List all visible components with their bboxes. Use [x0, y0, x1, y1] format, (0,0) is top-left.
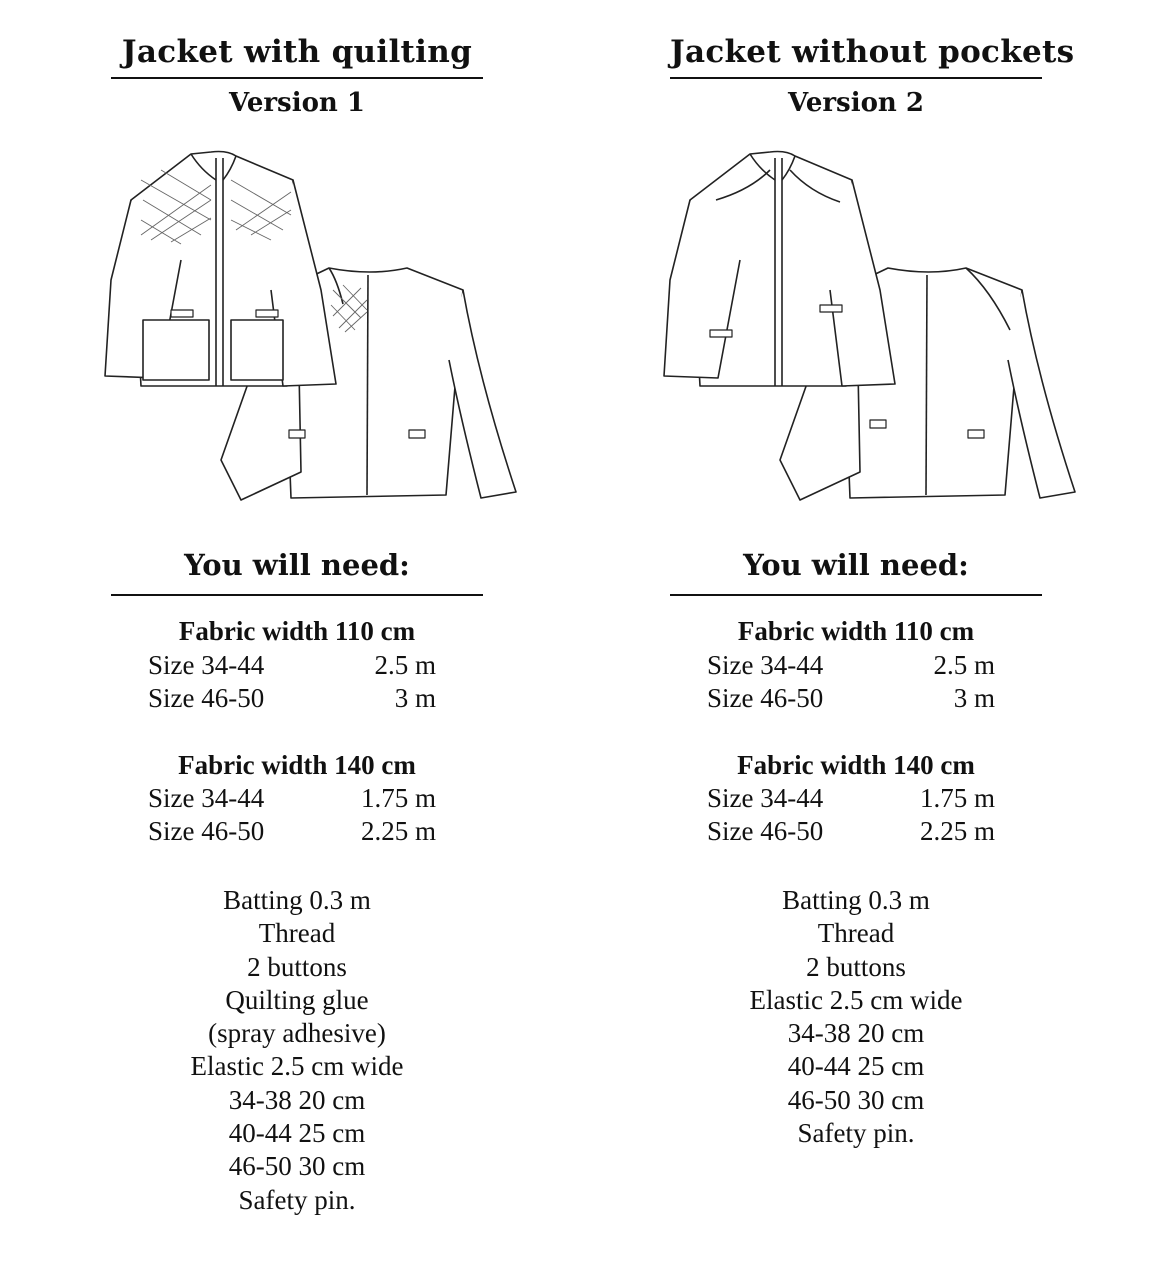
size-label: Size 46-50	[707, 816, 824, 846]
material-item: (spray adhesive)	[208, 1018, 386, 1049]
size-label: Size 34-44	[148, 650, 265, 680]
size-amount: 2.25 m	[919, 816, 995, 846]
right-fabric-width-110: Fabric width 110 cm	[737, 616, 975, 646]
left-size-row	[148, 783, 436, 816]
material-item: 34-38 20 cm	[787, 1018, 925, 1049]
size-amount: 2.5 m	[374, 650, 436, 680]
left-size-row	[148, 650, 436, 683]
material-item: Batting 0.3 m	[223, 885, 371, 915]
right-title-rule	[670, 77, 1042, 79]
left-fabric-width-110: Fabric width 110 cm	[178, 616, 416, 646]
left-title: Jacket with quilting	[121, 34, 473, 70]
size-label: Size 46-50	[707, 683, 824, 713]
left-size-row	[148, 683, 436, 716]
size-label: Size 46-50	[148, 816, 265, 846]
jacket-front-view	[664, 152, 895, 387]
size-amount: 3 m	[394, 683, 436, 713]
material-item: Thread	[817, 918, 895, 949]
material-item: Thread	[258, 918, 336, 949]
right-need-heading: You will need:	[743, 548, 969, 582]
quilted-jacket-sketch	[71, 140, 521, 510]
right-size-row	[707, 683, 995, 716]
left-need-rule	[111, 594, 483, 596]
material-item: Safety pin.	[797, 1118, 915, 1149]
material-item: Elastic 2.5 cm wide	[749, 984, 963, 1015]
size-label: Size 46-50	[148, 683, 265, 713]
size-amount: 2.25 m	[360, 816, 436, 846]
material-item: Safety pin.	[238, 1184, 356, 1215]
material-item: 2 buttons	[806, 951, 906, 982]
material-item: Quilting glue	[225, 984, 369, 1015]
material-item: 2 buttons	[247, 951, 347, 982]
material-item: 46-50 30 cm	[787, 1084, 925, 1115]
right-size-row	[707, 816, 995, 849]
material-item: Elastic 2.5 cm wide	[190, 1051, 404, 1082]
plain-jacket-sketch	[630, 140, 1080, 510]
jacket-front-view	[105, 152, 336, 387]
right-materials-list	[670, 884, 1042, 1150]
right-size-row	[707, 650, 995, 683]
left-fabric-width-140: Fabric width 140 cm	[178, 750, 416, 780]
material-item: 40-44 25 cm	[787, 1051, 925, 1082]
size-label: Size 34-44	[148, 783, 265, 813]
right-need-rule	[670, 594, 1042, 596]
material-item: 34-38 20 cm	[228, 1084, 366, 1115]
right-size-row	[707, 783, 995, 816]
right-version: Version 2	[788, 88, 924, 118]
material-item: Batting 0.3 m	[782, 885, 930, 915]
left-version: Version 1	[229, 88, 365, 118]
size-amount: 1.75 m	[360, 783, 436, 813]
left-title-rule	[111, 77, 483, 79]
left-size-row	[148, 816, 436, 849]
right-title: Jacket without pockets	[670, 34, 1075, 70]
size-amount: 3 m	[953, 683, 995, 713]
material-item: 40-44 25 cm	[228, 1118, 366, 1149]
size-amount: 2.5 m	[933, 650, 995, 680]
size-label: Size 34-44	[707, 650, 824, 680]
size-amount: 1.75 m	[919, 783, 995, 813]
size-label: Size 34-44	[707, 783, 824, 813]
left-materials-list	[111, 884, 483, 1217]
material-item: 46-50 30 cm	[228, 1151, 366, 1182]
left-need-heading: You will need:	[184, 548, 410, 582]
right-fabric-width-140: Fabric width 140 cm	[737, 750, 975, 780]
